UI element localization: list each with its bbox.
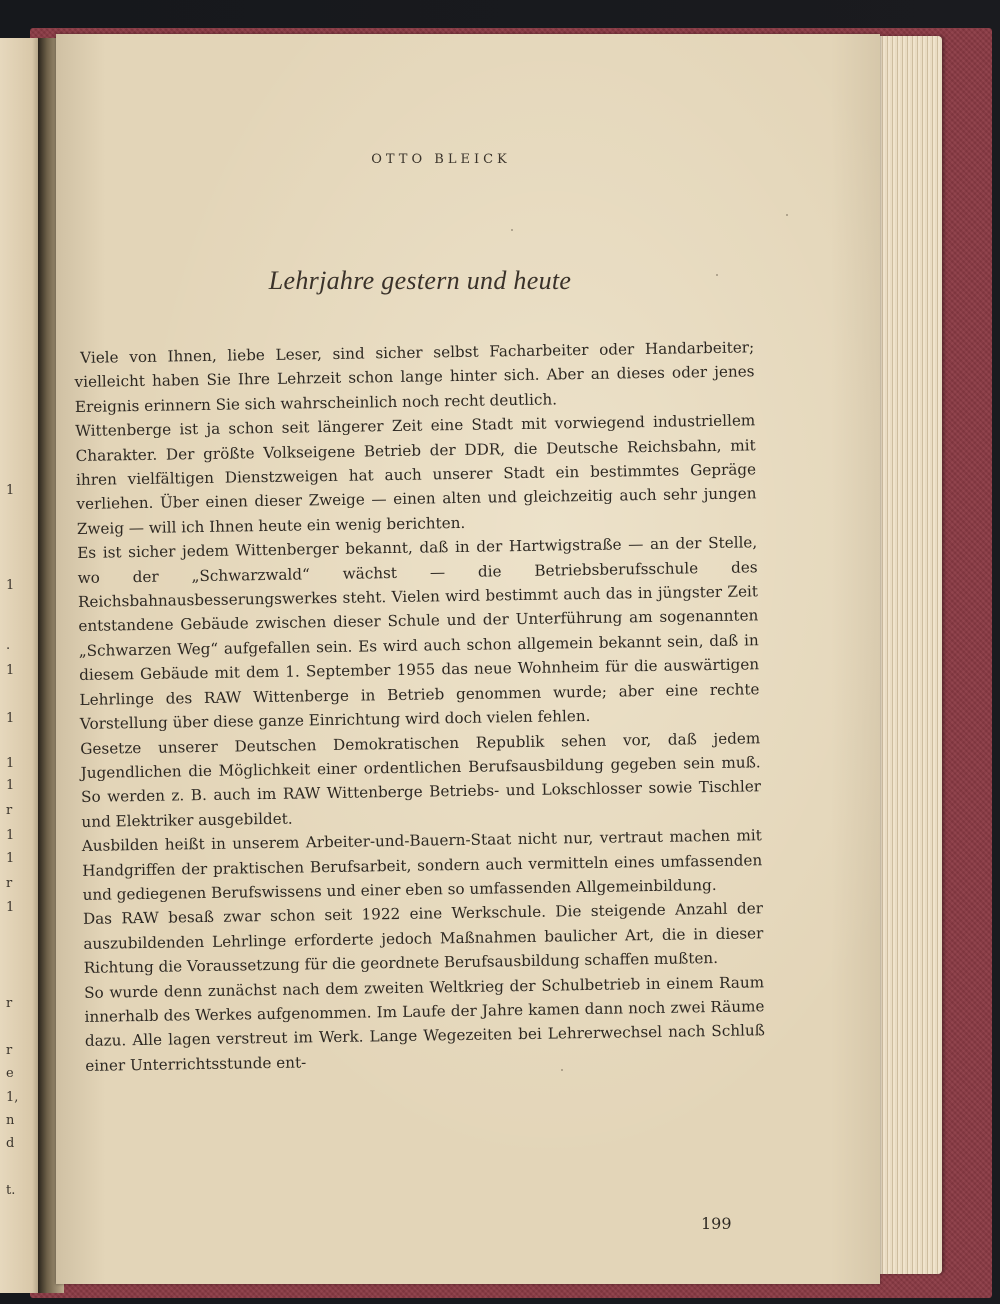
paragraph: Ausbilden heißt in unserem Arbeiter-und-Bauern-Staat nicht nur, vertraut machen mit Handgriffen der praktischen Berufsarbeit, sondern auch vermitteln eines umfassenden und gediegenen Berufswissens und einer eben so umfassenden Allgemeinbildung. bbox=[81, 826, 763, 904]
paper-speck bbox=[786, 214, 788, 216]
margin-fragment: 1, bbox=[6, 1090, 19, 1105]
margin-fragment: d bbox=[6, 1136, 15, 1151]
margin-fragment: 1 bbox=[6, 900, 15, 915]
body-text bbox=[74, 335, 765, 1078]
paper-speck bbox=[511, 229, 513, 231]
margin-fragment: . bbox=[6, 638, 11, 653]
margin-fragment: r bbox=[6, 1043, 13, 1058]
paragraph: Es ist sicher jedem Wittenberger bekannt, daß in der Hartwigstraße — an der Stelle, wo der „Schwarzwald“ wächst — die Betriebsberufsschule des Reichsbahnausbesserungswerkes steht. Vielen wird bestimmt auch das in jüngster Zeit entstandene Gebäude zwischen dieser Schule und der Unterführung am sogenannten „Schwarzen Weg“ aufgefallen sein. Es wird auch schon allgemein bekannt sein, daß in diesem Gebäude mit dem 1. September 1955 das neue Wohnheim für die auswärtigen Lehrlinge des RAW Wittenberge in Betrieb genommen wurde; aber eine rechte Vorstellung über diese ganze Einrichtung wird doch vielen fehlen. bbox=[77, 533, 760, 734]
paragraph: Gesetze unserer Deutschen Demokratischen Republik sehen vor, daß jedem Jugendlichen die Möglichkeit einer ordentlichen Berufsausbildung gegeben sein muß. So werden z. B. auch im RAW Wittenberge Betriebs- und Lokschlosser sowie Tischler und Elektriker ausgebildet. bbox=[80, 728, 762, 831]
paragraph: Viele von Ihnen, liebe Leser, sind sicher selbst Facharbeiter oder Handarbeiter; vielleicht haben Sie Ihre Lehrzeit schon lange hinter sich. Aber an dieses oder jenes Ereignis erinnern Sie sich wahrscheinlich noch recht deutlich. bbox=[74, 338, 755, 416]
margin-fragment: 1 bbox=[6, 663, 15, 678]
margin-fragment: 1 bbox=[6, 828, 15, 843]
margin-fragment: r bbox=[6, 876, 13, 891]
page-edges bbox=[870, 36, 942, 1274]
author-name: OTTO BLEICK bbox=[371, 152, 511, 167]
paper-speck bbox=[561, 1069, 563, 1071]
book-page bbox=[56, 34, 880, 1284]
margin-fragment: r bbox=[6, 803, 13, 818]
paragraph: So wurde denn zunächst nach dem zweiten Weltkrieg der Schulbetrieb in einem Raum innerhalb des Werkes aufgenommen. Im Laufe der Jahre kamen dann noch zwei Räume dazu. Alle lagen verstreut im Werk. Lange Wegezeiten bei Lehrerwechsel nach Schluß einer Unterrichtsstunde ent- bbox=[84, 972, 765, 1075]
margin-fragment: 1 bbox=[6, 778, 15, 793]
page-number: 199 bbox=[701, 1214, 732, 1233]
paper-speck bbox=[716, 274, 718, 276]
paragraph: Das RAW besaß zwar schon seit 1922 eine Werkschule. Die steigende Anzahl der auszubildenden Lehrlinge erforderte jedoch Maßnahmen baulicher Art, die in dieser Richtung die Voraussetzung für die geordnete Berufsausbildung schaffen mußten. bbox=[82, 899, 764, 978]
paragraph: Wittenberge ist ja schon seit längerer Zeit eine Stadt mit vorwiegend industriellem Charakter. Der größte Volkseigene Betrieb der DDR, die Deutsche Reichsbahn, mit ihren vielfältigen Dienstzweigen hat auch unserer Stadt ein bestimmtes Gepräge verliehen. Über einen dieser Zweige — einen alten und gleichzeitig auch sehr jungen Zweig — will ich Ihnen heute ein wenig berichten. bbox=[75, 411, 757, 538]
margin-fragment: 1 bbox=[6, 851, 15, 866]
margin-fragment: 1 bbox=[6, 756, 15, 771]
margin-fragment: 1 bbox=[6, 483, 15, 498]
margin-fragment: t. bbox=[6, 1183, 16, 1198]
margin-fragment: 1 bbox=[6, 711, 15, 726]
margin-fragment: r bbox=[6, 996, 13, 1011]
margin-fragment: e bbox=[6, 1066, 14, 1081]
chapter-title: Lehrjahre gestern und heute bbox=[268, 266, 572, 295]
margin-fragment: 1 bbox=[6, 578, 15, 593]
margin-fragment: n bbox=[6, 1113, 15, 1128]
